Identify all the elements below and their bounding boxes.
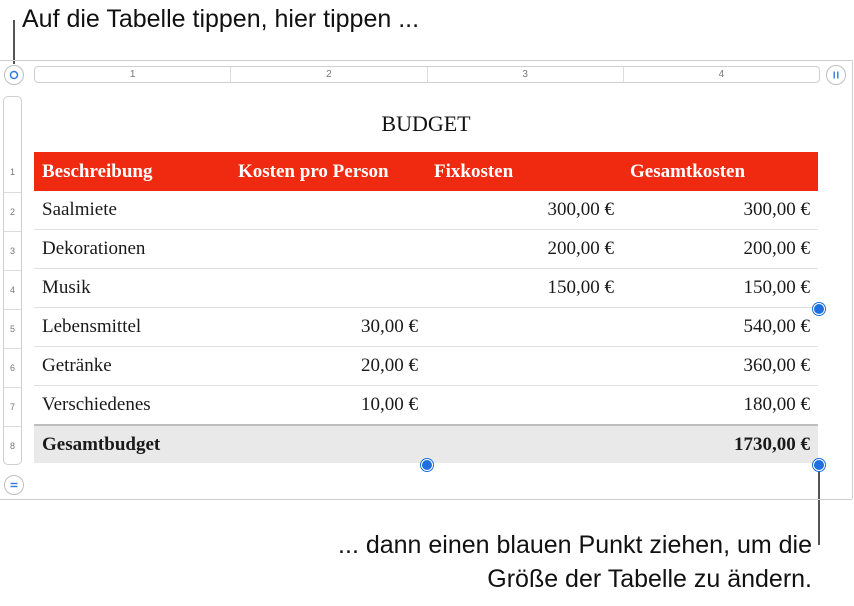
resize-handle-corner[interactable] bbox=[813, 459, 825, 471]
callout-bottom-text bbox=[338, 528, 812, 596]
header-cell-gesamtkosten[interactable]: Gesamtkosten bbox=[622, 152, 818, 191]
table-cell[interactable] bbox=[426, 386, 622, 426]
header-cell-beschreibung[interactable]: Beschreibung bbox=[34, 152, 230, 191]
table-cell[interactable]: 20,00 € bbox=[230, 347, 426, 386]
row-header-2[interactable]: 2 bbox=[4, 192, 21, 231]
column-header-bar bbox=[34, 66, 820, 83]
table-cell[interactable]: 150,00 € bbox=[622, 269, 818, 308]
table-title[interactable]: BUDGET bbox=[381, 111, 471, 136]
table-row bbox=[34, 191, 818, 230]
table-row bbox=[34, 386, 818, 426]
budget-table[interactable] bbox=[34, 152, 818, 463]
column-header-4[interactable]: 4 bbox=[718, 69, 725, 80]
column-header-2[interactable]: 2 bbox=[231, 67, 427, 82]
table-cell[interactable]: 300,00 € bbox=[426, 191, 622, 230]
resize-handle-rows[interactable] bbox=[421, 459, 433, 471]
table-cell[interactable] bbox=[230, 230, 426, 269]
table-cell[interactable]: 200,00 € bbox=[622, 230, 818, 269]
callout-top-text: Auf die Tabelle tippen, hier tippen ... bbox=[22, 5, 420, 33]
table-cell[interactable]: Getränke bbox=[34, 347, 230, 386]
row-handle-button[interactable] bbox=[4, 475, 24, 495]
table-cell[interactable]: Saalmiete bbox=[34, 191, 230, 230]
table-cell[interactable]: 180,00 € bbox=[622, 386, 818, 426]
table-cell[interactable] bbox=[426, 308, 622, 347]
table-cell[interactable]: Dekorationen bbox=[34, 230, 230, 269]
table-row bbox=[34, 230, 818, 269]
column-header-3[interactable]: 3 bbox=[428, 67, 624, 82]
callout-bottom-line-1: ... dann einen blauen Punkt ziehen, um die bbox=[338, 531, 812, 559]
header-cell-fixkosten[interactable]: Fixkosten bbox=[426, 152, 622, 191]
table-cell[interactable]: Musik bbox=[34, 269, 230, 308]
footer-cell[interactable] bbox=[426, 425, 622, 463]
table-row bbox=[34, 269, 818, 308]
table-header-row bbox=[34, 152, 818, 191]
pause-handle-icon bbox=[831, 70, 841, 80]
table-cell[interactable]: Verschiedenes bbox=[34, 386, 230, 426]
table-cell[interactable]: 150,00 € bbox=[426, 269, 622, 308]
table-cell[interactable]: Lebensmittel bbox=[34, 308, 230, 347]
table-cell[interactable]: 10,00 € bbox=[230, 386, 426, 426]
table-footer-row bbox=[34, 425, 818, 463]
row-header-bar bbox=[3, 96, 22, 465]
row-header-8[interactable]: 8 bbox=[4, 426, 21, 464]
table-cell[interactable] bbox=[230, 269, 426, 308]
table-cell[interactable]: 200,00 € bbox=[426, 230, 622, 269]
row-header-7[interactable]: 7 bbox=[4, 387, 21, 426]
footer-cell-label[interactable]: Gesamtbudget bbox=[34, 425, 230, 463]
resize-handle-columns[interactable] bbox=[813, 303, 825, 315]
circle-select-icon bbox=[9, 70, 19, 80]
row-header-5[interactable]: 5 bbox=[4, 309, 21, 348]
column-handle-button[interactable] bbox=[826, 65, 846, 85]
header-cell-kosten-pro-person[interactable]: Kosten pro Person bbox=[230, 152, 426, 191]
row-header-6[interactable]: 6 bbox=[4, 348, 21, 387]
column-header-1[interactable]: 1 bbox=[35, 67, 231, 82]
table-row bbox=[34, 347, 818, 386]
table-cell[interactable] bbox=[426, 347, 622, 386]
table-cell[interactable]: 30,00 € bbox=[230, 308, 426, 347]
footer-cell[interactable] bbox=[230, 425, 426, 463]
equals-handle-icon bbox=[9, 480, 19, 490]
table-cell[interactable] bbox=[230, 191, 426, 230]
table-cell[interactable]: 540,00 € bbox=[622, 308, 818, 347]
row-header-3[interactable]: 3 bbox=[4, 231, 21, 270]
table-cell[interactable]: 300,00 € bbox=[622, 191, 818, 230]
table-row bbox=[34, 308, 818, 347]
table-cell[interactable]: 360,00 € bbox=[622, 347, 818, 386]
select-table-button[interactable] bbox=[4, 65, 24, 85]
callout-top-leader-line bbox=[13, 20, 15, 64]
row-header-4[interactable]: 4 bbox=[4, 270, 21, 309]
row-header-1[interactable]: 1 bbox=[9, 167, 15, 177]
callout-bottom-line-2: Größe der Tabelle zu ändern. bbox=[487, 565, 812, 593]
footer-cell-total[interactable]: 1730,00 € bbox=[622, 425, 818, 463]
table-frame-right-edge bbox=[852, 60, 853, 499]
